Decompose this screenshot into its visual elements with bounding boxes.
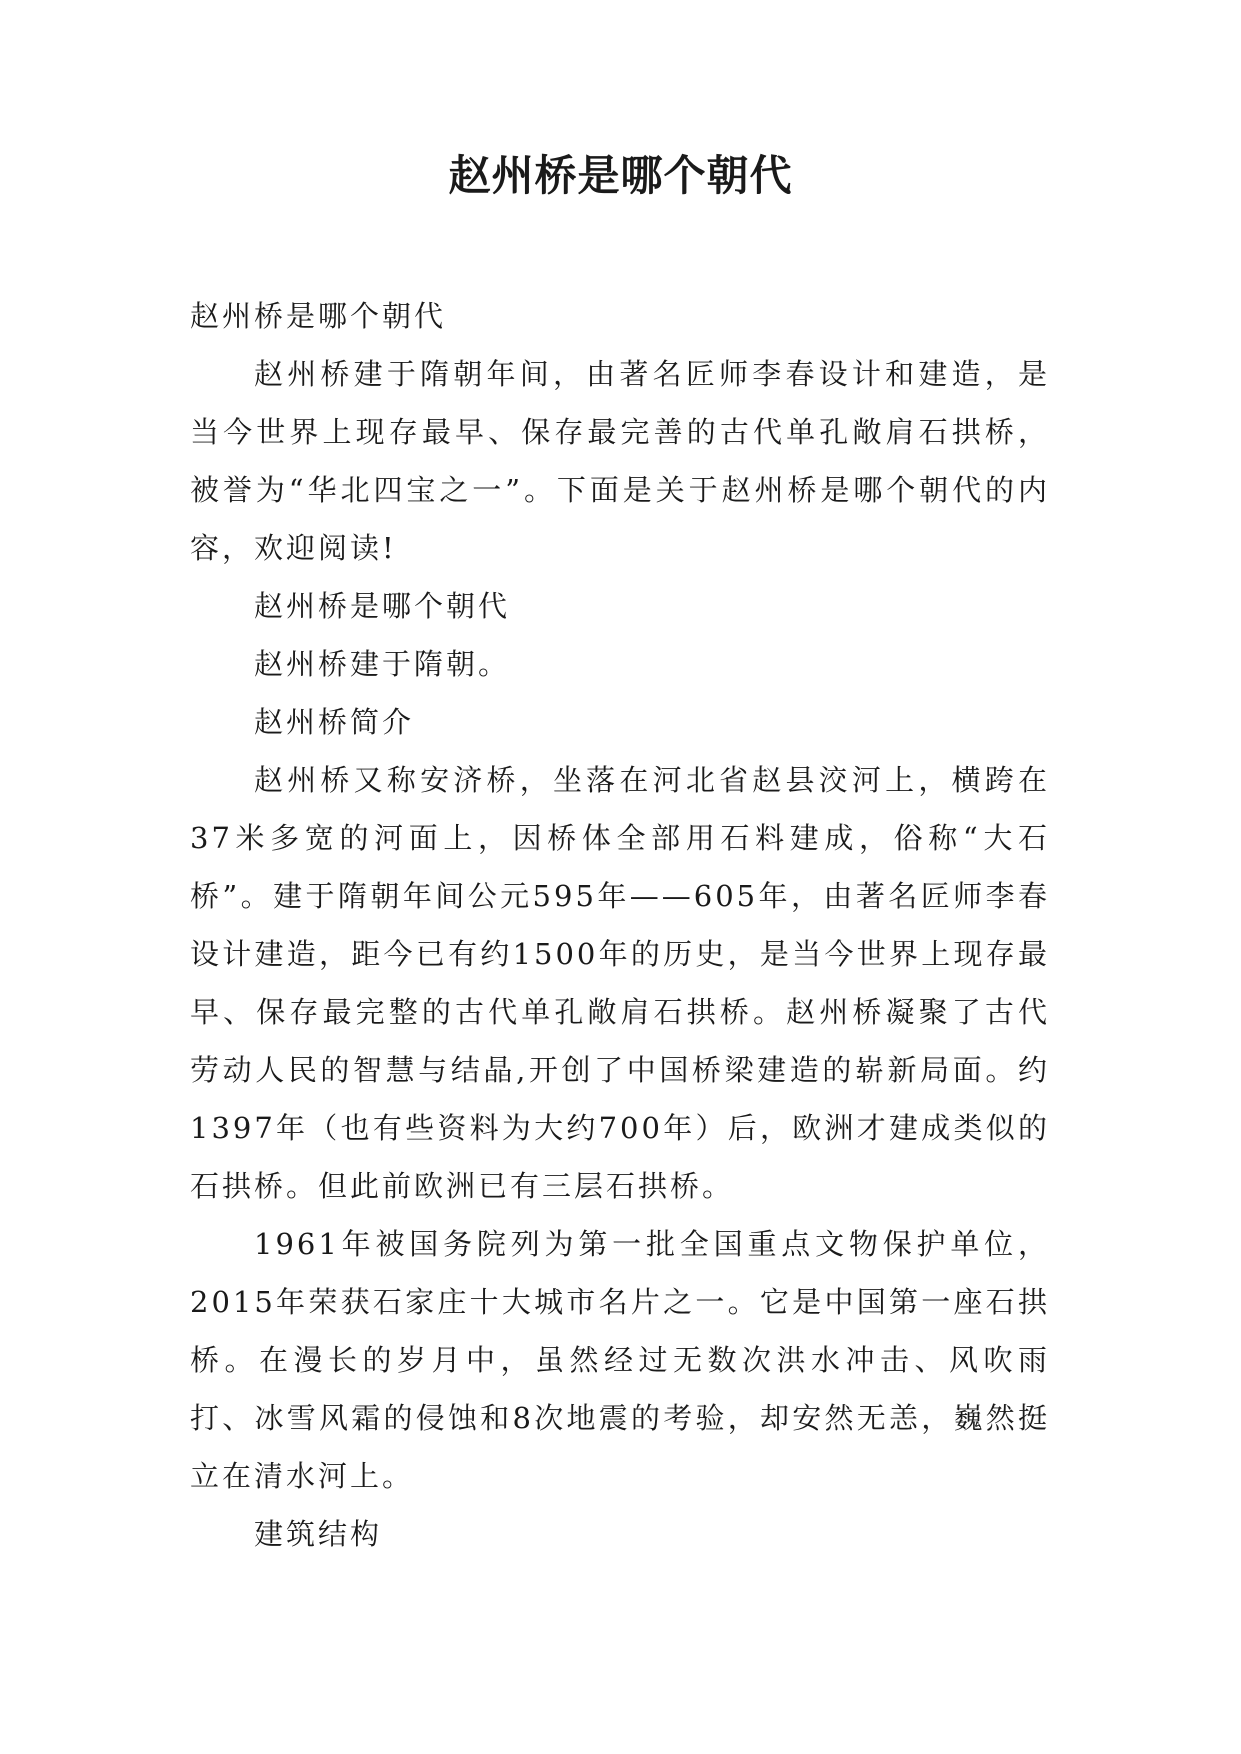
- overview-heading: 赵州桥简介: [254, 705, 415, 739]
- overview-paragraph: 赵州桥又称安济桥，坐落在河北省赵县洨河上，横跨在37米多宽的河面上，因桥体全部用石料建成，俗称“大石桥”。建于隋朝年间公元595年——605年，由著名匠师李春设计建造，距今已有约1500年的历史，是当今世界上现存最早、保存最完整的古代单孔敞肩石拱桥。赵州桥凝聚了古代劳动人民的智慧与结晶,开创了中国桥梁建造的崭新局面。约1397年（也有些资料为大约700年）后，欧洲才建成类似的石拱桥。但此前欧洲已有三层石拱桥。: [190, 763, 1050, 1203]
- document-body: [190, 287, 1050, 1563]
- section-heading: 赵州桥是哪个朝代: [190, 299, 447, 333]
- question-heading: 赵州桥是哪个朝代: [254, 589, 511, 623]
- document-title: 赵州桥是哪个朝代: [448, 151, 793, 200]
- intro-paragraph: 赵州桥建于隋朝年间，由著名匠师李春设计和建造，是当今世界上现存最早、保存最完善的古代单孔敞肩石拱桥，被誉为“华北四宝之一”。下面是关于赵州桥是哪个朝代的内容，欢迎阅读!: [190, 357, 1050, 565]
- structure-heading: 建筑结构: [254, 1517, 383, 1551]
- answer-paragraph: 赵州桥建于隋朝。: [254, 647, 511, 681]
- history-paragraph: 1961年被国务院列为第一批全国重点文物保护单位，2015年荣获石家庄十大城市名片之一。它是中国第一座石拱桥。在漫长的岁月中，虽然经过无数次洪水冲击、风吹雨打、冰雪风霜的侵蚀和8次地震的考验，却安然无恙，巍然挺立在清水河上。: [190, 1227, 1050, 1493]
